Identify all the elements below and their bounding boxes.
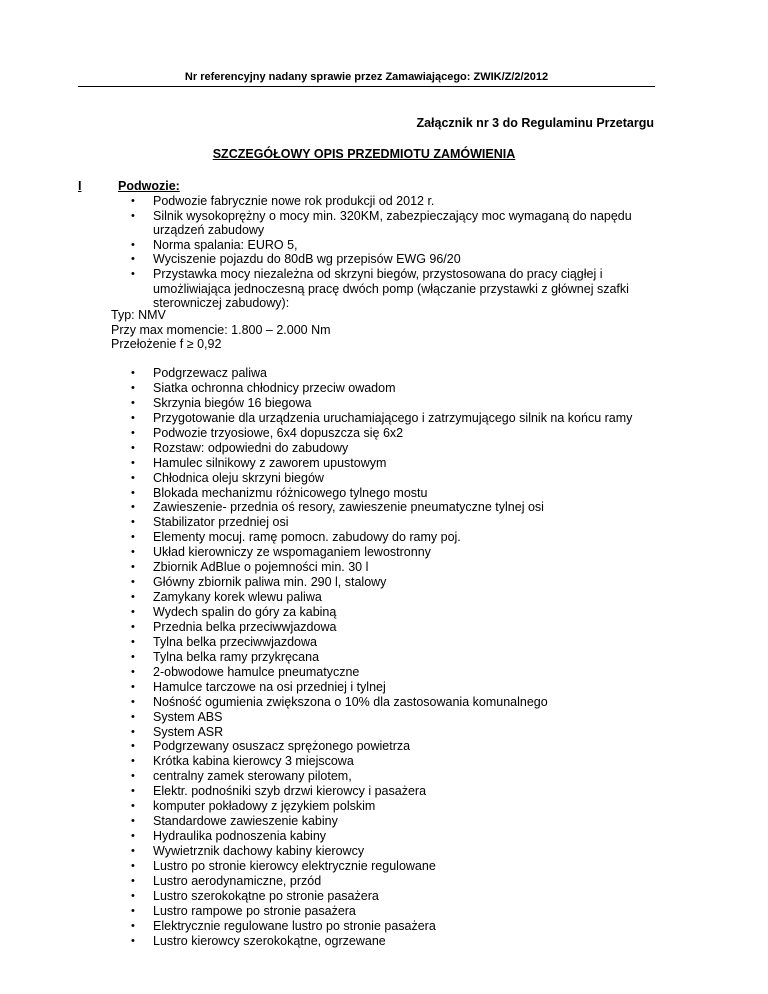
list-item bbox=[0, 545, 643, 560]
bullet-icon: • bbox=[131, 267, 135, 280]
list-item-text: Wydech spalin do góry za kabiną bbox=[153, 605, 337, 619]
list-item-text: Tylna belka ramy przykręcana bbox=[153, 649, 320, 664]
list-item bbox=[0, 769, 643, 784]
list-item bbox=[0, 605, 643, 620]
list-item-text: Główny zbiornik paliwa min. 290 l, stalowy bbox=[153, 575, 387, 590]
bullet-icon: • bbox=[131, 740, 135, 753]
bullet-icon: • bbox=[131, 845, 135, 857]
list-item-text: Układ kierowniczy ze wspomaganiem lewostronny bbox=[153, 545, 431, 560]
list-item bbox=[0, 710, 643, 725]
bullet-icon: • bbox=[131, 209, 135, 222]
list-item bbox=[0, 635, 643, 650]
list-item-text: System ASR bbox=[153, 724, 224, 739]
list-item bbox=[0, 471, 643, 486]
list-item bbox=[0, 784, 643, 799]
annex-label: Załącznik nr 3 do Regulaminu Przetargu bbox=[416, 116, 654, 130]
bullet-icon: • bbox=[131, 889, 135, 902]
list-item bbox=[0, 252, 643, 267]
bullet-icon: • bbox=[131, 411, 135, 424]
bullet-icon: • bbox=[131, 650, 135, 663]
bullet-icon: • bbox=[131, 919, 135, 932]
list-item-text: Przystawka mocy niezależna od skrzyni biegów, przystosowana do pracy ciągłej i umożliwiająca jednoczesną pracę dwóch pomp (włączanie przystawki z głównej szafki sterowniczej zabudowy): bbox=[153, 266, 629, 311]
list-item-text: Lustro po stronie kierowcy elektrycznie regulowane bbox=[153, 858, 436, 873]
bullet-icon: • bbox=[131, 367, 135, 379]
bullet-icon: • bbox=[131, 620, 135, 633]
bullet-icon: • bbox=[131, 755, 135, 768]
list-item bbox=[0, 650, 643, 665]
list-item bbox=[0, 739, 643, 754]
bullet-icon: • bbox=[131, 859, 135, 872]
list-item bbox=[0, 515, 643, 530]
bullet-icon: • bbox=[131, 710, 135, 723]
list-item-text: Lustro rampowe po stronie pasażera bbox=[153, 903, 356, 918]
list-item bbox=[0, 238, 643, 253]
list-item-text: Siatka ochronna chłodnicy przeciw owadom bbox=[153, 380, 396, 395]
bullet-icon: • bbox=[131, 934, 135, 947]
pto-parameters bbox=[111, 308, 331, 352]
list-item-text: Skrzynia biegów 16 biegowa bbox=[153, 395, 312, 410]
bullet-icon: • bbox=[131, 591, 135, 604]
list-item-text: 2-obwodowe hamulce pneumatyczne bbox=[153, 664, 360, 679]
bullet-icon: • bbox=[131, 770, 135, 783]
list-item-text: Stabilizator przedniej osi bbox=[153, 515, 289, 530]
list-item-text: Lustro kierowcy szerokokątne, ogrzewane bbox=[153, 933, 386, 948]
list-item-text: Lustro szerokokątne po stronie pasażera bbox=[153, 888, 379, 903]
list-item-text: Krótka kabina kierowcy 3 miejscowa bbox=[153, 754, 354, 769]
bullet-icon: • bbox=[131, 830, 135, 843]
list-item-text: Zawieszenie- przednia oś resory, zawieszenie pneumatyczne tylnej osi bbox=[153, 500, 544, 515]
bullet-icon: • bbox=[131, 606, 135, 618]
list-item bbox=[0, 366, 643, 381]
section-heading: Podwozie: bbox=[118, 179, 180, 193]
list-item bbox=[0, 680, 643, 695]
bullet-icon: • bbox=[131, 531, 135, 544]
list-item bbox=[0, 725, 643, 740]
list-item-text: Hamulec silnikowy z zaworem upustowym bbox=[153, 455, 387, 470]
bullet-icon: • bbox=[131, 486, 135, 499]
list-item bbox=[0, 267, 643, 311]
bullet-icon: • bbox=[131, 635, 135, 648]
bullet-icon: • bbox=[131, 576, 135, 589]
bullet-icon: • bbox=[131, 665, 135, 678]
bullet-icon: • bbox=[131, 516, 135, 529]
list-item bbox=[0, 396, 643, 411]
list-item-text: komputer pokładowy z językiem polskim bbox=[153, 799, 376, 814]
list-item-text: Wywietrznik dachowy kabiny kierowcy bbox=[153, 844, 365, 858]
bullet-icon: • bbox=[131, 815, 135, 828]
list-item-text: Podwozie trzyosiowe, 6x4 dopuszcza się 6x2 bbox=[153, 425, 404, 440]
list-item-text: Wyciszenie pojazdu do 80dB wg przepisów EWG 96/20 bbox=[153, 252, 461, 267]
list-item bbox=[0, 209, 643, 238]
list-item-text: Podwozie fabrycznie nowe rok produkcji od 2012 r. bbox=[153, 194, 435, 208]
list-item-text: Przygotowanie dla urządzenia uruchamiającego i zatrzymującego silnik na końcu ramy bbox=[153, 410, 633, 425]
equipment-requirements-list bbox=[0, 366, 643, 949]
list-item bbox=[0, 575, 643, 590]
list-item-text: Rozstaw: odpowiedni do zabudowy bbox=[153, 440, 349, 455]
bullet-icon: • bbox=[131, 501, 135, 514]
list-item-text: Standardowe zawieszenie kabiny bbox=[153, 814, 338, 829]
bullet-icon: • bbox=[131, 561, 135, 574]
document-reference-header: Nr referencyjny nadany sprawie przez Zamawiającego: ZWIK/Z/2/2012 bbox=[78, 71, 655, 87]
bullet-icon: • bbox=[131, 381, 135, 394]
list-item bbox=[0, 829, 643, 844]
chassis-requirements-list bbox=[0, 194, 643, 311]
bullet-icon: • bbox=[131, 680, 135, 693]
list-item bbox=[0, 194, 643, 209]
bullet-icon: • bbox=[131, 456, 135, 469]
list-item-text: Nośność ogumienia zwiększona o 10% dla zastosowania komunalnego bbox=[153, 694, 548, 709]
list-item bbox=[0, 934, 643, 949]
list-item-text: Elektrycznie regulowane lustro po stronie pasażera bbox=[153, 918, 436, 933]
list-item bbox=[0, 500, 643, 515]
bullet-icon: • bbox=[131, 195, 135, 207]
bullet-icon: • bbox=[131, 441, 135, 454]
list-item-text: Elektr. podnośniki szyb drzwi kierowcy i pasażera bbox=[153, 784, 427, 799]
list-item-text: centralny zamek sterowany pilotem, bbox=[153, 769, 352, 784]
bullet-icon: • bbox=[131, 904, 135, 917]
list-item-text: Lustro aerodynamiczne, przód bbox=[153, 873, 322, 888]
parameter-line: Przełożenie f ≥ 0,92 bbox=[111, 337, 222, 352]
bullet-icon: • bbox=[131, 546, 135, 559]
section-number: I bbox=[78, 179, 82, 193]
document-title: SZCZEGÓŁOWY OPIS PRZEDMIOTU ZAMÓWIENIA bbox=[212, 147, 516, 161]
list-item bbox=[0, 904, 643, 919]
list-item bbox=[0, 874, 643, 889]
bullet-icon: • bbox=[131, 785, 135, 798]
list-item bbox=[0, 919, 643, 934]
list-item bbox=[0, 620, 643, 635]
bullet-icon: • bbox=[131, 800, 135, 813]
list-item bbox=[0, 665, 643, 680]
list-item bbox=[0, 590, 643, 605]
bullet-icon: • bbox=[131, 426, 135, 439]
bullet-icon: • bbox=[131, 471, 135, 484]
list-item-text: Podgrzewany osuszacz sprężonego powietrza bbox=[153, 739, 411, 754]
bullet-icon: • bbox=[131, 396, 135, 409]
list-item bbox=[0, 441, 643, 456]
bullet-icon: • bbox=[131, 238, 135, 251]
bullet-icon: • bbox=[131, 725, 135, 738]
list-item-text: Podgrzewacz paliwa bbox=[153, 366, 267, 380]
bullet-icon: • bbox=[131, 874, 135, 887]
list-item-text: Elementy mocuj. ramę pomocn. zabudowy do ramy poj. bbox=[153, 530, 461, 545]
list-item bbox=[0, 814, 643, 829]
list-item bbox=[0, 411, 643, 426]
list-item bbox=[0, 560, 643, 575]
list-item-text: Silnik wysokoprężny o mocy min. 320KM, zabezpieczający moc wymaganą do napędu urządzeń zabudowy bbox=[153, 208, 632, 238]
list-item bbox=[0, 381, 643, 396]
list-item bbox=[0, 486, 643, 501]
list-item-text: Chłodnica oleju skrzyni biegów bbox=[153, 470, 324, 485]
list-item bbox=[0, 456, 643, 471]
list-item bbox=[0, 530, 643, 545]
parameter-line: Typ: NMV bbox=[111, 308, 166, 322]
list-item bbox=[0, 889, 643, 904]
list-item-text: Norma spalania: EURO 5, bbox=[153, 237, 298, 252]
parameter-line: Przy max momencie: 1.800 – 2.000 Nm bbox=[111, 322, 331, 337]
list-item-text: Blokada mechanizmu różnicowego tylnego mostu bbox=[153, 485, 428, 500]
list-item bbox=[0, 695, 643, 710]
list-item-text: System ABS bbox=[153, 709, 223, 724]
bullet-icon: • bbox=[131, 695, 135, 708]
list-item-text: Zamykany korek wlewu paliwa bbox=[153, 590, 322, 605]
list-item bbox=[0, 426, 643, 441]
list-item-text: Przednia belka przeciwwjazdowa bbox=[153, 619, 337, 634]
list-item bbox=[0, 799, 643, 814]
list-item-text: Hydraulika podnoszenia kabiny bbox=[153, 829, 327, 844]
list-item bbox=[0, 754, 643, 769]
list-item-text: Tylna belka przeciwwjazdowa bbox=[153, 634, 317, 649]
list-item-text: Zbiornik AdBlue o pojemności min. 30 l bbox=[153, 560, 369, 575]
bullet-icon: • bbox=[131, 253, 135, 266]
list-item-text: Hamulce tarczowe na osi przedniej i tylnej bbox=[153, 679, 386, 694]
list-item bbox=[0, 859, 643, 874]
list-item bbox=[0, 844, 643, 859]
